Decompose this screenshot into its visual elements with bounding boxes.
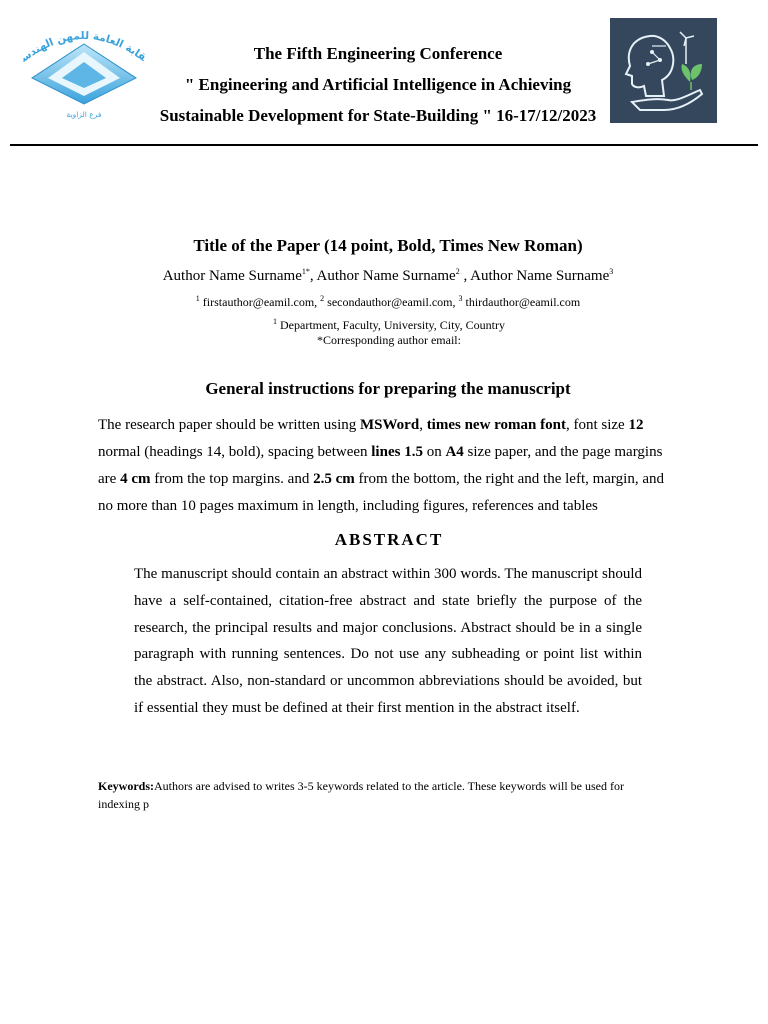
author-3-sup: 3: [609, 267, 614, 276]
gi-bold-lines: lines 1.5: [371, 444, 423, 460]
conference-header: [90, 38, 666, 131]
gi-bold-font: times new roman font: [426, 417, 566, 433]
affiliation-block: [0, 318, 768, 348]
gi-text-h: from the bottom, the right and the left, margin, and no more than 10 pages maximum in length, including figures, references and tables: [98, 471, 664, 514]
gi-text-a: The research paper should be written using: [98, 417, 360, 433]
gi-text-c: , font size: [565, 417, 629, 433]
email-1-sup: 1: [195, 294, 200, 303]
gi-bold-25cm: 2.5 cm: [313, 471, 355, 487]
logo-arabic-bottom: فرع الزاوية: [66, 110, 102, 119]
keywords-label: Keywords:: [98, 779, 154, 793]
gi-bold-msword: MSWord: [360, 417, 420, 433]
keywords-text: Authors are advised to writes 3-5 keywords related to the article. These keywords will be used for indexing p: [98, 779, 624, 811]
author-1-sup: 1*: [301, 267, 310, 276]
logo-arabic-top: قابة العامة للمهن الهندس: [18, 29, 149, 65]
gi-text-g: from the top margins. and: [150, 471, 314, 487]
gi-text-f: size paper, and the page margins are: [98, 444, 663, 487]
author-list: Author Name Surname$^{1*}$, Author Name Surname$^2$ , Author Name Surname$^3$: [162, 267, 614, 284]
corresponding-author: *Corresponding author email:: [317, 333, 461, 347]
author-1: Author Name Surname: [162, 268, 302, 284]
gi-bold-4cm: 4 cm: [120, 471, 151, 487]
conference-line-1: The Fifth Engineering Conference: [253, 44, 503, 63]
keywords-block: [98, 777, 658, 813]
affiliation-line: [0, 318, 768, 333]
abstract-paragraph: The manuscript should contain an abstract within 300 words. The manuscript should have a self-contained, citation-free abstract and state briefly the purpose of the research, the principal results and major conclusions. Abstract should be in a single paragraph with running sentences. Do not use any subheading or point list within the abstract. Also, non-standard or uncommon abbreviations should be avoided, but if essential they must be defined at their first mention in the abstract itself.: [134, 566, 642, 716]
paper-title: Title of the Paper (14 point, Bold, Times New Roman): [193, 236, 583, 255]
author-2: Author Name Surname: [316, 268, 456, 284]
conference-line-2: " Engineering and Artificial Intelligence in Achieving: [184, 75, 572, 94]
email-2-sup: 2: [320, 294, 325, 303]
email-2: secondauthor@eamil.com,: [327, 295, 456, 309]
email-3: thirdauthor@eamil.com: [465, 295, 581, 309]
affiliation-text: Department, Faculty, University, City, Country: [280, 318, 505, 332]
author-3: Author Name Surname: [470, 268, 610, 284]
header-divider: [10, 144, 758, 146]
author-emails: [0, 295, 768, 310]
email-3-sup: 3: [458, 294, 463, 303]
affiliation-sup: 1: [273, 317, 278, 326]
gi-text-d: normal (headings 14, bold), spacing between: [98, 444, 372, 460]
general-instructions-paragraph: [98, 412, 678, 520]
general-instructions-heading: General instructions for preparing the manuscript: [205, 379, 571, 398]
gi-bold-size: 12: [628, 417, 644, 433]
abstract-heading: ABSTRACT: [334, 530, 444, 549]
email-1: firstauthor@eamil.com,: [202, 295, 318, 309]
gi-text-e: on: [422, 444, 446, 460]
gi-bold-a4: A4: [445, 444, 464, 460]
gi-text-b: ,: [419, 417, 427, 433]
author-2-sup: 2: [455, 267, 460, 276]
conference-line-3: Sustainable Development for State-Building " 16-17/12/2023: [159, 106, 597, 125]
